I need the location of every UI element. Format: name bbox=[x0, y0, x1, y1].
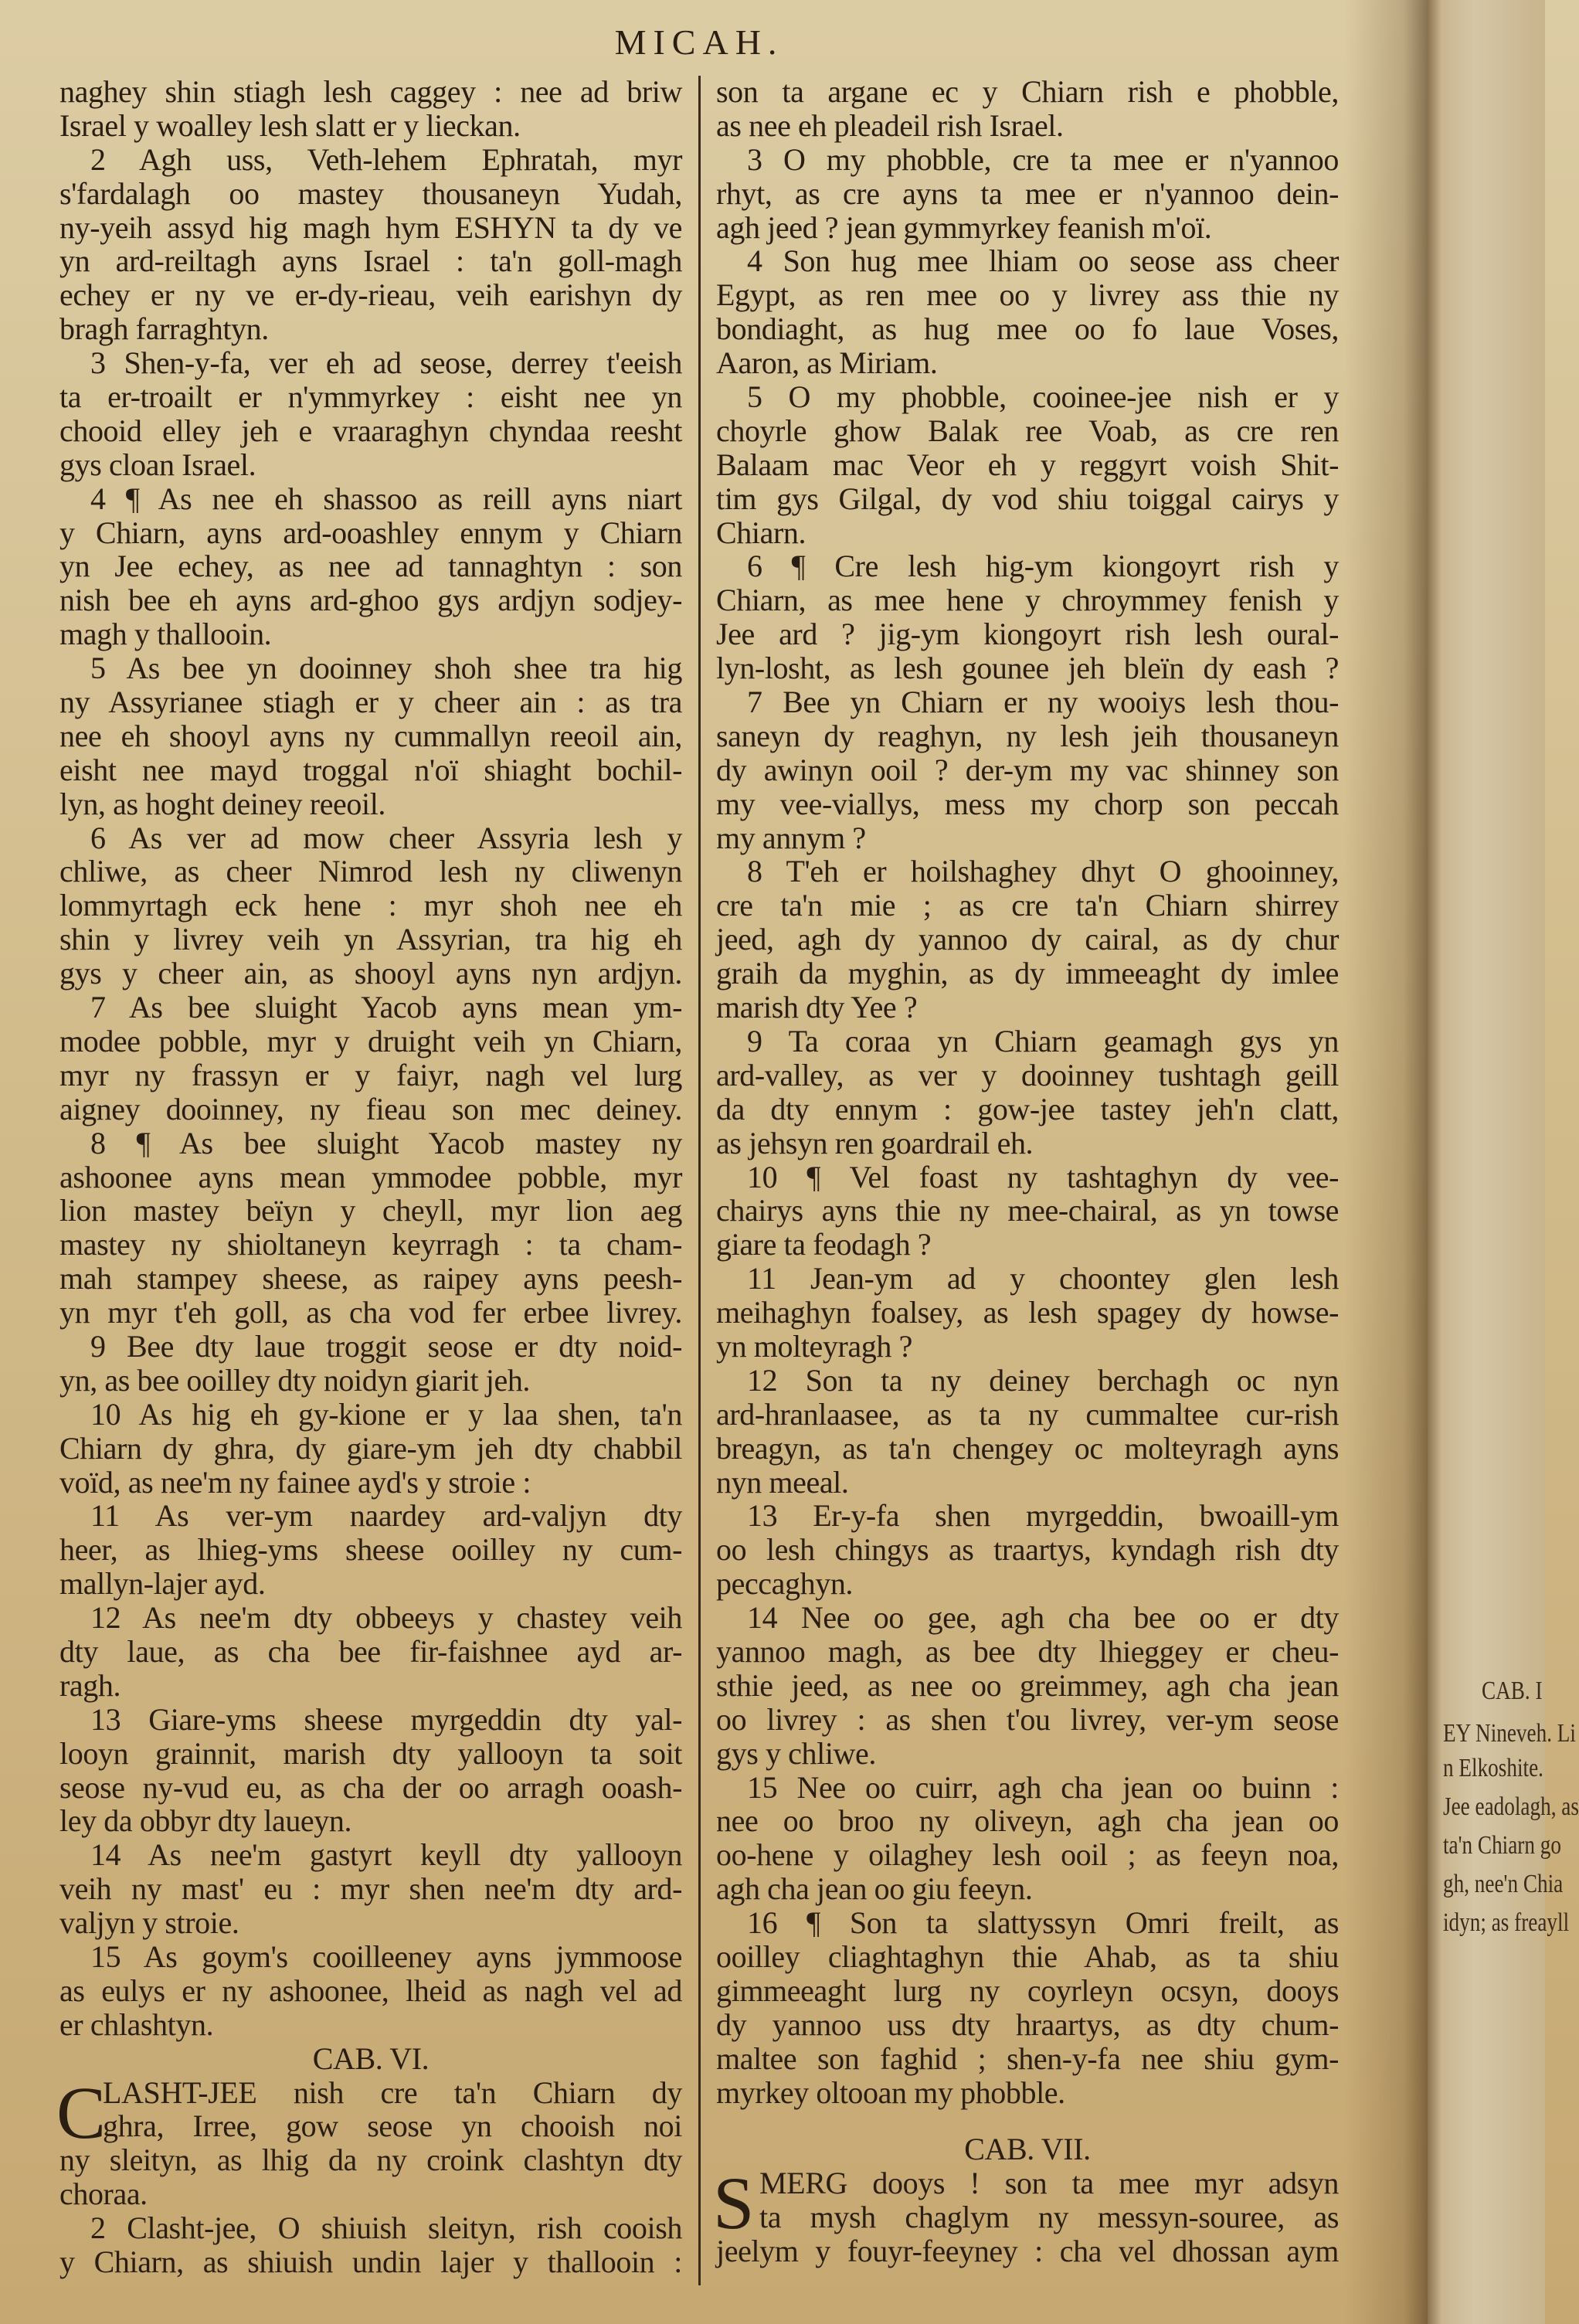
text-line: as nee eh pleadeil rish Israel. bbox=[716, 107, 1064, 143]
text-line: yn Jee echey, as nee ad tannaghtyn : son bbox=[59, 549, 682, 584]
text-line: seose ny-vud eu, as cha der oo arragh ooash- bbox=[59, 1769, 682, 1805]
text-line: heer, as lhieg-yms sheese ooilley ny cum- bbox=[59, 1532, 682, 1568]
chapter-heading: CAB. VI. bbox=[312, 2040, 430, 2076]
running-head: MICAH. bbox=[614, 22, 784, 62]
text-line: 3 O my phobble, cre ta mee er n'yannoo bbox=[747, 141, 1339, 177]
chapter-opening bbox=[713, 2162, 1339, 2269]
text-line: Israel y woalley lesh slatt er y lieckan. bbox=[59, 107, 521, 143]
text-line: bragh farraghtyn. bbox=[59, 311, 269, 347]
text-line: Chiarn dy ghra, dy giare-ym jeh dty chabbil bbox=[59, 1430, 682, 1466]
text-line: agh cha jean oo giu feeyn. bbox=[716, 1871, 1033, 1907]
text-line: looyn grainnit, marish dty yallooyn ta soit bbox=[59, 1735, 682, 1771]
text-line: yn ard-reiltagh ayns Israel : ta'n goll-magh bbox=[59, 243, 682, 279]
text-line: lommyrtagh eck hene : myr shoh nee eh bbox=[59, 888, 682, 923]
text-line: 8 ¶ As bee sluight Yacob mastey ny bbox=[90, 1125, 682, 1160]
text-line: eisht nee mayd troggal n'oï shiaght bochil- bbox=[59, 752, 682, 787]
text-line: gys y chliwe. bbox=[716, 1735, 876, 1771]
text-line: as eulys er ny ashoonee, lheid as nagh vel ad bbox=[59, 1972, 682, 2008]
text-line: choraa. bbox=[59, 2176, 148, 2212]
text-line: oo-hene y oilaghey lesh ooil ; as feeyn noa, bbox=[716, 1837, 1339, 1873]
text-line: rhyt, as cre ayns ta mee er n'yannoo dein- bbox=[716, 175, 1339, 211]
text-line: Balaam mac Veor eh y reggyrt voish Shit- bbox=[716, 447, 1339, 482]
text-line: nee eh shooyl ayns ny cummallyn reeoil ain, bbox=[59, 718, 682, 753]
text-line: saneyn dy reaghyn, ny lesh jeih thousaneyn bbox=[716, 718, 1339, 753]
text-line: 11 As ver-ym naardey ard-valjyn dty bbox=[90, 1498, 682, 1534]
text-line: giare ta feodagh ? bbox=[716, 1227, 932, 1262]
text-line: magh y thallooin. bbox=[59, 617, 272, 652]
text-line: ard-valley, as ver y dooinney tushtagh geill bbox=[716, 1057, 1339, 1092]
text-line: chairys ayns thie ny mee-chairal, as yn towse bbox=[716, 1193, 1339, 1228]
text-line: s'fardalagh oo mastey thousaneyn Yudah, bbox=[59, 175, 682, 211]
text-line: 14 Nee oo gee, agh cha bee oo er dty bbox=[747, 1600, 1339, 1636]
text-line: 11 Jean-ym ad y choontey glen lesh bbox=[747, 1261, 1339, 1296]
text-line: maltee son faghid ; shen-y-fa nee shiu gym- bbox=[716, 2040, 1339, 2076]
text-line: nyn meeal. bbox=[716, 1464, 849, 1500]
text-line: 7 As bee sluight Yacob ayns mean ym- bbox=[90, 990, 682, 1025]
text-line: ta er-troailt er n'ymmyrkey : eisht nee yn bbox=[59, 379, 682, 415]
text-line: meihaghyn foalsey, as lesh spagey dy howse- bbox=[716, 1295, 1339, 1330]
text-line: gimmeeaght lurg ny coyrleyn ocsyn, dooys bbox=[716, 1972, 1339, 2008]
text-line: 10 As hig eh gy-kione er y laa shen, ta'n bbox=[90, 1396, 682, 1432]
text-line: dy awinyn ooil ? der-ym my vac shinney son bbox=[716, 752, 1339, 787]
column-divider bbox=[698, 76, 701, 2285]
text-line: dty laue, as cha bee fir-faishnee ayd ar- bbox=[59, 1633, 682, 1669]
text-line: echey er ny ve er-dy-rieau, veih earishyn dy bbox=[59, 277, 682, 313]
text-line: aigney dooinney, ny fieau son mec deiney. bbox=[59, 1091, 682, 1126]
next-page-fragment: idyn; as freayll bbox=[1443, 1908, 1570, 1937]
text-line: naghey shin stiagh lesh caggey : nee ad briw bbox=[59, 74, 682, 109]
drop-cap: C bbox=[56, 2071, 107, 2154]
text-line: agh jeed ? jean gymmyrkey feanish m'oï. bbox=[716, 209, 1212, 245]
next-page-fragment: n Elkoshite. bbox=[1443, 1754, 1543, 1782]
text-line: oo lesh chingys as traartys, kyndagh rish dty bbox=[716, 1532, 1339, 1568]
next-page-edge bbox=[1428, 0, 1579, 2324]
text-line: mah stampey sheese, as raipey ayns peesh- bbox=[59, 1261, 682, 1296]
left-column bbox=[56, 74, 682, 2279]
text-line: ghra, Irree, gow seose yn chooish noi bbox=[103, 2108, 682, 2144]
text-line: y Chiarn, as shiuish undin lajer y thallooin : bbox=[59, 2244, 682, 2279]
text-line: shin y livrey veih yn Assyrian, tra hig eh bbox=[59, 922, 682, 957]
spacer bbox=[716, 2109, 1339, 2132]
text-line: yannoo magh, as bee dty lhieggey er cheu- bbox=[716, 1633, 1339, 1669]
text-line: son ta argane ec y Chiarn rish e phobble, bbox=[716, 74, 1339, 109]
text-line: lion mastey beïyn y cheyll, myr lion aeg bbox=[59, 1193, 682, 1228]
text-line: mallyn-lajer ayd. bbox=[59, 1566, 266, 1602]
text-line: y Chiarn, ayns ard-ooashley ennym y Chiarn bbox=[59, 515, 682, 550]
text-line: cre ta'n mie ; as cre ta'n Chiarn shirrey bbox=[716, 888, 1339, 923]
text-line: lyn-losht, as lesh gounee jeh bleïn dy eash ? bbox=[716, 651, 1339, 686]
text-line: bondiaght, as hug mee oo fo laue Voses, bbox=[716, 311, 1339, 347]
text-line: er chlashtyn. bbox=[59, 2006, 214, 2042]
text-line: 15 As goym's cooilleeney ayns jymmoose bbox=[90, 1938, 682, 1974]
next-page-fragment: EY Nineveh. Li bbox=[1443, 1719, 1576, 1748]
chapter-heading: CAB. VII. bbox=[964, 2132, 1091, 2167]
text-line: 12 As nee'm dty obbeeys y chastey veih bbox=[90, 1600, 682, 1636]
text-line: modee pobble, myr y druight veih yn Chiarn, bbox=[59, 1023, 682, 1058]
text-line: ragh. bbox=[59, 1667, 121, 1703]
text-line: marish dty Yee ? bbox=[716, 990, 918, 1025]
text-line: gys y cheer ain, as shooyl ayns nyn ardjyn. bbox=[59, 956, 682, 991]
text-line: 4 ¶ As nee eh shassoo as reill ayns niart bbox=[90, 481, 682, 516]
text-line: 10 ¶ Vel foast ny tashtaghyn dy vee- bbox=[747, 1159, 1339, 1194]
text-line: gys cloan Israel. bbox=[59, 447, 256, 482]
text-line: as jehsyn ren goardrail eh. bbox=[716, 1125, 1034, 1160]
text-line: 16 ¶ Son ta slattyssyn Omri freilt, as bbox=[747, 1905, 1339, 1941]
text-line: breagyn, as ta'n chengey oc molteyragh ayns bbox=[716, 1430, 1339, 1466]
text-line: voïd, as nee'm ny fainee ayd's y stroie : bbox=[59, 1464, 531, 1500]
text-line: 8 T'eh er hoilshaghey dhyt O ghooinney, bbox=[747, 854, 1339, 889]
text-line: yn, as bee ooilley dty noidyn giarit jeh. bbox=[59, 1362, 531, 1398]
text-line: 3 Shen-y-fa, ver eh ad seose, derrey t'eeish bbox=[90, 345, 682, 381]
text-line: oo livrey : as shen t'ou livrey, ver-ym seose bbox=[716, 1701, 1339, 1737]
text-line: jeed, agh dy yannoo dy cairal, as dy chur bbox=[716, 922, 1339, 957]
text-line: 14 As nee'm gastyrt keyll dty yallooyn bbox=[90, 1837, 682, 1873]
text-line: Chiarn. bbox=[716, 515, 806, 550]
text-line: 5 As bee yn dooinney shoh shee tra hig bbox=[90, 651, 682, 686]
text-line: chliwe, as cheer Nimrod lesh ny cliwenyn bbox=[59, 854, 682, 889]
text-line: 6 ¶ Cre lesh hig-ym kiongoyrt rish y bbox=[747, 549, 1339, 584]
text-line: ny sleityn, as lhig da ny croink clashtyn dty bbox=[59, 2142, 682, 2178]
next-page-fragment: gh, nee'n Chia bbox=[1443, 1870, 1564, 1898]
next-page-fragment: CAB. I bbox=[1482, 1677, 1543, 1705]
text-line: 7 Bee yn Chiarn er ny wooiys lesh thou- bbox=[747, 685, 1339, 720]
text-line: veih ny mast' eu : myr shen nee'm dty ard- bbox=[59, 1871, 682, 1907]
text-line: 13 Er-y-fa shen myrgeddin, bwoaill-ym bbox=[747, 1498, 1339, 1534]
chapter-opening bbox=[56, 2071, 682, 2279]
text-line: myrkey oltooan my phobble. bbox=[716, 2074, 1065, 2110]
text-line: ashoonee ayns mean ymmodee pobble, myr bbox=[59, 1159, 682, 1194]
text-line: peccaghyn. bbox=[716, 1566, 854, 1602]
text-line: ny-yeih assyd hig magh hym ESHYN ta dy ve bbox=[59, 209, 682, 245]
text-line: ard-hranlaasee, as ta ny cummaltee cur-rish bbox=[716, 1396, 1339, 1432]
text-line: lyn, as hoght deiney reeoil. bbox=[59, 786, 386, 821]
text-line: 13 Giare-yms sheese myrgeddin dty yal- bbox=[90, 1701, 682, 1737]
text-line: sthie jeed, as nee oo greimmey, agh cha jean bbox=[716, 1667, 1339, 1703]
text-line: 5 O my phobble, cooinee-jee nish er y bbox=[747, 379, 1339, 415]
text-line: LASHT-JEE nish cre ta'n Chiarn dy bbox=[103, 2074, 682, 2110]
text-line: mastey ny shioltaneyn keyrragh : ta cham- bbox=[59, 1227, 682, 1262]
text-line: 2 Clasht-jee, O shiuish sleityn, rish cooish bbox=[90, 2210, 682, 2246]
page-gutter-shadow bbox=[1344, 0, 1429, 2324]
text-line: choyrle ghow Balak ree Voab, as cre ren bbox=[716, 413, 1339, 448]
text-line: ny Assyrianee stiagh er y cheer ain : as tra bbox=[59, 685, 682, 720]
text-line: Chiarn, as mee hene y chroymmey fenish y bbox=[716, 583, 1339, 618]
text-line: yn myr t'eh goll, as cha vod fer erbee livrey. bbox=[59, 1295, 682, 1330]
text-line: 12 Son ta ny deiney berchagh oc nyn bbox=[747, 1362, 1339, 1398]
text-line: da dty ennym : gow-jee tastey jeh'n clatt, bbox=[716, 1091, 1339, 1126]
text-line: Aaron, as Miriam. bbox=[716, 345, 938, 381]
text-line: yn molteyragh ? bbox=[716, 1328, 912, 1364]
text-line: 2 Agh uss, Veth-lehem Ephratah, myr bbox=[90, 141, 682, 177]
next-page-fragment: ta'n Chiarn go bbox=[1443, 1831, 1561, 1860]
drop-cap: S bbox=[713, 2162, 755, 2245]
text-line: tim gys Gilgal, dy vod shiu toiggal cairys y bbox=[716, 481, 1339, 516]
text-line: nee oo broo ny oliveyn, agh cha jean oo bbox=[716, 1803, 1339, 1839]
text-line: dy yannoo uss dty hraartys, as dty chum- bbox=[716, 2006, 1339, 2042]
right-column bbox=[713, 74, 1339, 2269]
text-line: chooid elley jeh e vraaraghyn chyndaa reesht bbox=[59, 413, 682, 448]
text-line: 6 As ver ad mow cheer Assyria lesh y bbox=[90, 820, 682, 855]
text-line: 15 Nee oo cuirr, agh cha jean oo buinn : bbox=[747, 1769, 1339, 1805]
text-line: 9 Ta coraa yn Chiarn geamagh gys yn bbox=[747, 1023, 1339, 1058]
text-line: graih da myghin, as dy immeeaght dy imlee bbox=[716, 956, 1339, 991]
text-line: my vee-viallys, mess my chorp son peccah bbox=[716, 786, 1339, 821]
text-line: MERG dooys ! son ta mee myr adsyn bbox=[759, 2166, 1339, 2201]
text-line: my annym ? bbox=[716, 820, 866, 855]
next-page-fragment: Jee eadolagh, as bbox=[1443, 1792, 1579, 1821]
text-line: 4 Son hug mee lhiam oo seose ass cheer bbox=[747, 243, 1339, 279]
text-line: 9 Bee dty laue troggit seose er dty noid- bbox=[90, 1328, 682, 1364]
text-line: Jee ard ? jig-ym kiongoyrt rish lesh oural- bbox=[716, 617, 1339, 652]
text-line: Egypt, as ren mee oo y livrey ass thie ny bbox=[716, 277, 1339, 313]
text-line: myr ny frassyn er y faiyr, nagh vel lurg bbox=[59, 1057, 682, 1092]
text-line: jeelym y fouyr-feeyney : cha vel dhossan aym bbox=[716, 2234, 1339, 2269]
text-line: valjyn y stroie. bbox=[59, 1905, 239, 1941]
text-line: ooilley cliaghtaghyn thie Ahab, as ta shiu bbox=[716, 1938, 1339, 1974]
text-line: ley da obbyr dty laueyn. bbox=[59, 1803, 352, 1839]
text-line: nish bee eh ayns ard-ghoo gys ardjyn sodjey- bbox=[59, 583, 682, 618]
text-line: ta mysh chaglym ny messyn-souree, as bbox=[759, 2200, 1339, 2235]
